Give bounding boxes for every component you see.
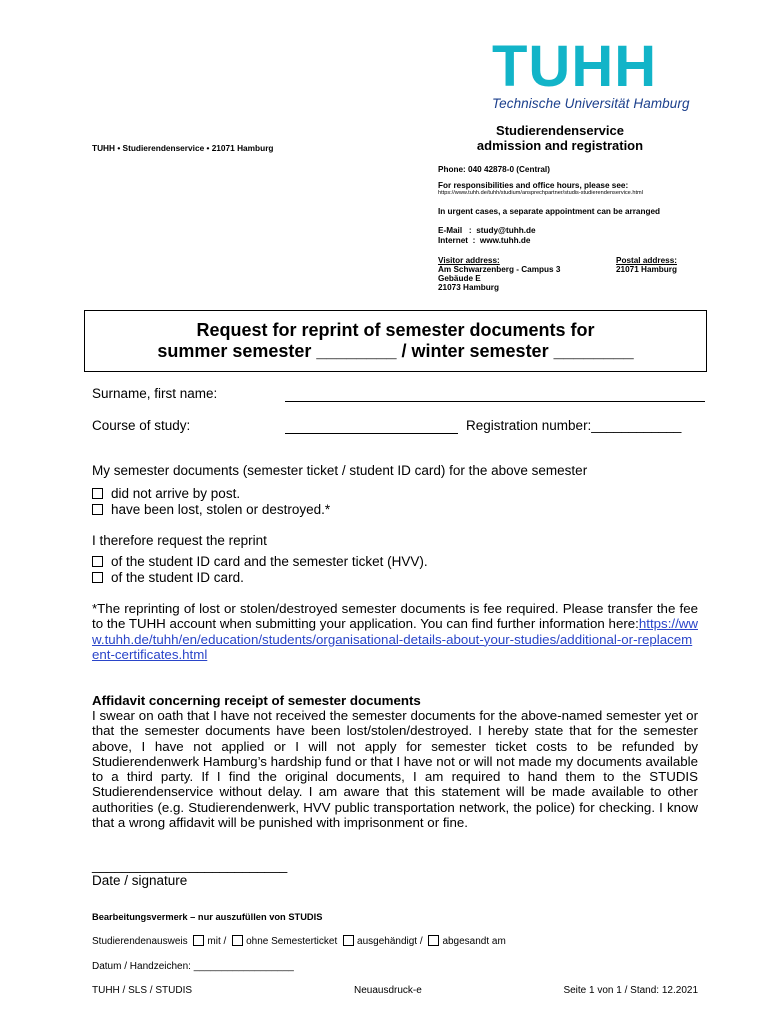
checkbox[interactable] [92, 556, 103, 567]
logo-subtitle: Technische Universität Hamburg [492, 96, 690, 111]
visitor-address-line: Gebäude E [438, 274, 481, 283]
visitor-address-line: Am Schwarzenberg - Campus 3 [438, 265, 561, 274]
section1-intro: My semester documents (semester ticket / student ID card) for the above semester [92, 463, 588, 478]
contact-responsibilities: For responsibilities and office hours, please see: [438, 181, 629, 190]
office-subtitle: admission and registration [476, 138, 644, 153]
postal-address-line: 21071 Hamburg [616, 265, 677, 274]
option-label: of the student ID card and the semester ticket (HVV). [111, 554, 428, 569]
option-id-only[interactable] [92, 570, 244, 586]
office-title: Studierendenservice [496, 123, 624, 138]
tuhh-logo [492, 34, 692, 111]
document-title [85, 311, 706, 362]
logo-wordmark: TUHH [492, 34, 658, 99]
visitor-address-label: Visitor address: [438, 256, 500, 265]
course-field[interactable] [285, 433, 458, 434]
office-use-heading: Bearbeitungsvermerk – nur auszufüllen von STUDIS [92, 912, 323, 922]
signature-line[interactable]: __________________________ [92, 858, 288, 873]
fee-note-text: *The reprinting of lost or stolen/destroyed semester documents is fee required. Please transfer the fee to the TUHH account when submitting your application. You can find further information here: [92, 601, 698, 632]
office-heading [425, 123, 685, 153]
fee-info-link[interactable]: https://www.tuhh.de/tuhh/en/education/students/organisational-details-about-your-studies/additional-or-replacement-certificates.html [92, 616, 698, 662]
option-id-and-ticket[interactable] [92, 554, 428, 570]
footer-right: Seite 1 von 1 / Stand: 12.2021 [563, 985, 698, 996]
postal-address [616, 256, 677, 274]
affidavit-heading: Affidavit concerning receipt of semester documents [92, 693, 421, 708]
option-lost-stolen[interactable] [92, 502, 330, 518]
affidavit-text: I swear on oath that I have not received the semester documents for the above-named semester yet or that the semester documents have been lost/stolen/destroyed. I hereby state that for the semester above, I have not applied or I will not apply for semester ticket costs to be refunded by Studierendenwerk Hamburg’s hardship fund or that I have not or will not made my documents available to a third party. If I find the original documents, I am required to hand them to the STUDIS Studierendenservice without delay. I am aware that this statement will be made available to other authorities (e.g. Studierendenwerk, HVV public transportation network, the police) for checking. I know that a wrong affidavit will be punished with imprisonment or fine. [92, 708, 698, 831]
sender-line: TUHH • Studierendenservice • 21071 Hamburg [92, 143, 274, 153]
checkbox[interactable] [92, 504, 103, 515]
option-ausgehaendigt: ausgehändigt / [357, 936, 423, 947]
footer-center: Neuausdruck-e [354, 985, 422, 996]
option-label: did not arrive by post. [111, 486, 241, 501]
title-line-1: Request for reprint of semester documents for [196, 320, 595, 340]
option-label: have been lost, stolen or destroyed.* [111, 502, 331, 517]
section2-intro: I therefore request the reprint [92, 533, 267, 548]
footer-left: TUHH / SLS / STUDIS [92, 985, 193, 996]
title-box [84, 310, 707, 372]
visitor-address [438, 256, 560, 292]
signature-label: Date / signature [92, 873, 188, 888]
checkbox[interactable] [92, 572, 103, 583]
option-ohne: ohne Semesterticket [246, 936, 338, 947]
checkbox-ausgehaendigt[interactable] [343, 935, 354, 946]
contact-phone: Phone: 040 42878-0 (Central) [438, 165, 550, 174]
office-use-row [92, 935, 506, 947]
checkbox-abgesandt[interactable] [428, 935, 439, 946]
surname-field[interactable] [285, 401, 705, 402]
contact-url[interactable]: https://www.tuhh.de/tuhh/studium/ansprechpartner/studis-studierendenservice.html [438, 190, 643, 196]
contact-email: E-Mail : study@tuhh.de [438, 226, 536, 235]
fee-note [92, 601, 698, 662]
office-use-date[interactable]: Datum / Handzeichen: __________________ [92, 961, 294, 972]
checkbox-mit[interactable] [193, 935, 204, 946]
office-use-label: Studierendenausweis [92, 936, 188, 947]
checkbox-ohne[interactable] [232, 935, 243, 946]
contact-urgent: In urgent cases, a separate appointment can be arranged [438, 207, 661, 216]
option-abgesandt: abgesandt am [442, 936, 506, 947]
registration-number-field[interactable]: Registration number:____________ [466, 418, 682, 433]
course-label: Course of study: [92, 418, 191, 433]
option-not-arrived[interactable] [92, 486, 240, 502]
title-line-2: summer semester ________ / winter semester ________ [157, 341, 634, 361]
option-label: of the student ID card. [111, 570, 244, 585]
visitor-address-line: 21073 Hamburg [438, 283, 499, 292]
option-mit: mit / [207, 936, 227, 947]
surname-label: Surname, first name: [92, 386, 218, 401]
postal-address-label: Postal address: [616, 256, 677, 265]
contact-internet: Internet : www.tuhh.de [438, 236, 531, 245]
checkbox[interactable] [92, 488, 103, 499]
